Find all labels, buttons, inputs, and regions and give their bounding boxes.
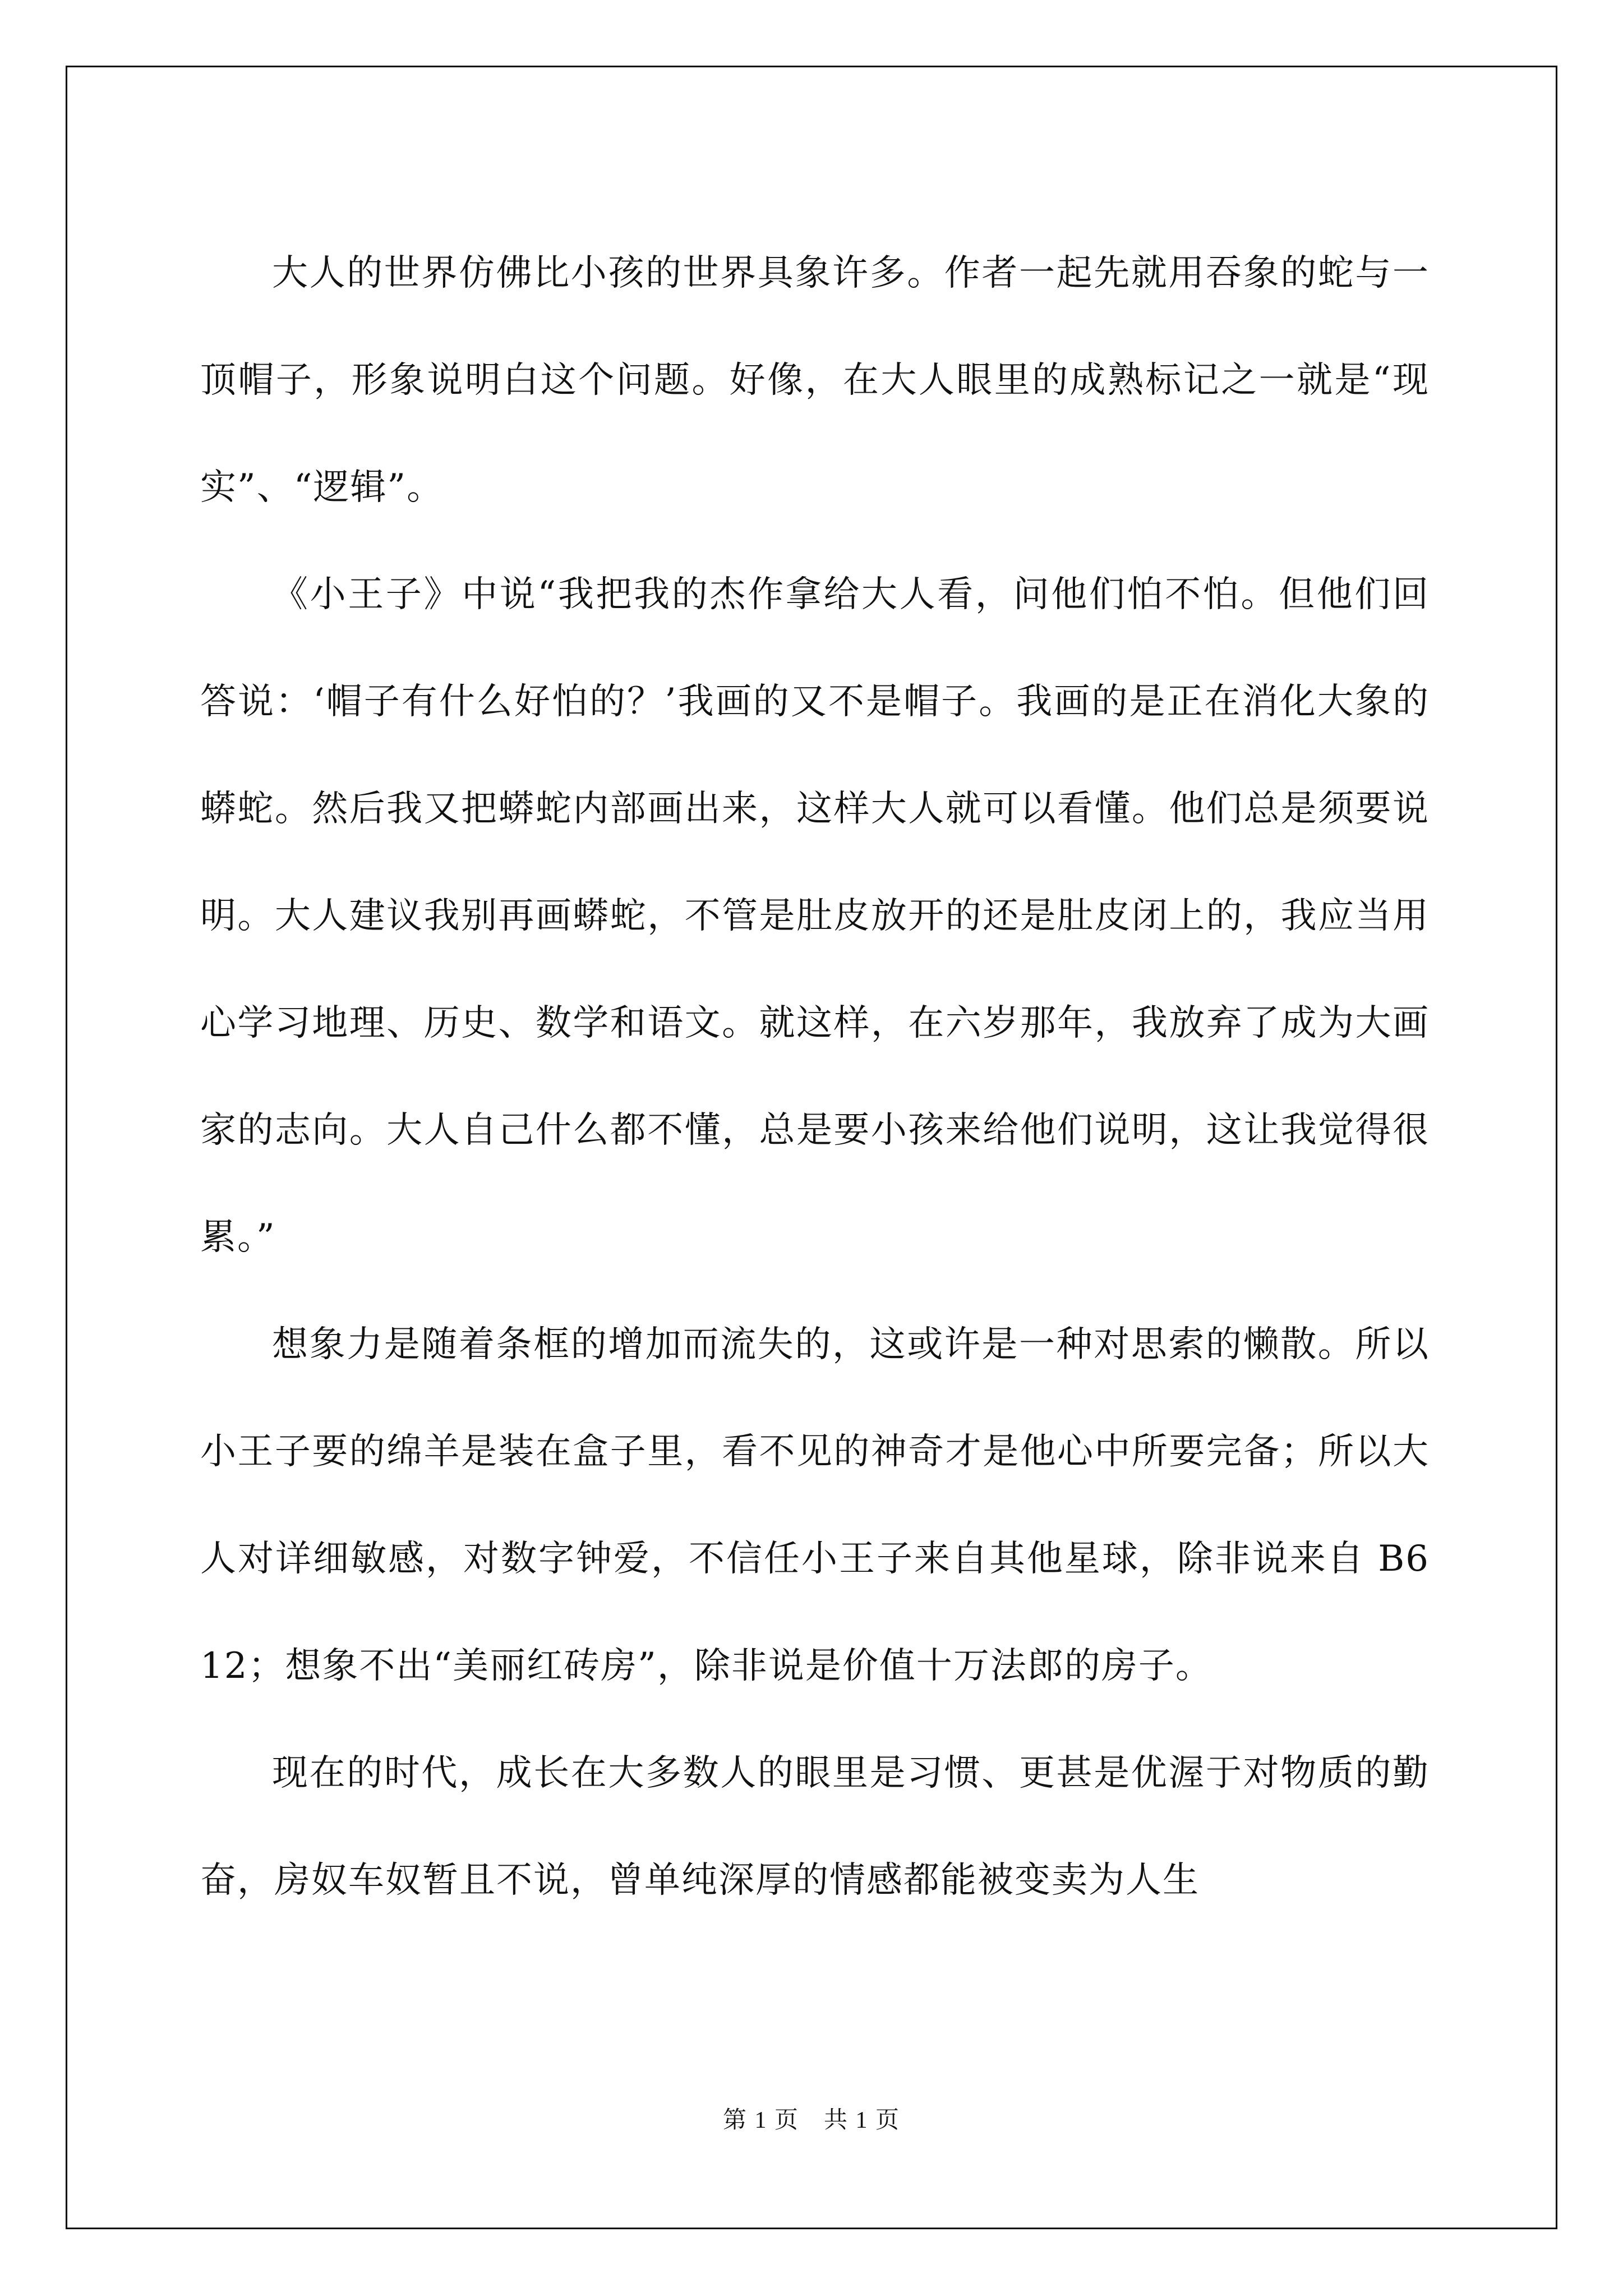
paragraph-4: 现在的时代，成长在大多数人的眼里是习惯、更甚是优渥于对物质的勤奋，房奴车奴暂且不说，曾单纯深厚的情感都能被变卖为人生 xyxy=(200,1752,1430,1901)
document-body xyxy=(200,220,1430,1934)
paragraph-1: 大人的世界仿佛比小孩的世界具象许多。作者一起先就用吞象的蛇与一顶帽子，形象说明白这个问题。好像，在大人眼里的成熟标记之一就是“现实”、“逻辑”。 xyxy=(200,252,1430,508)
paragraph-2: 《小王子》中说“我把我的杰作拿给大人看，问他们怕不怕。但他们回答说：‘帽子有什么好怕的？’我画的又不是帽子。我画的是正在消化大象的蟒蛇。然后我又把蟒蛇内部画出来，这样大人就可以看懂。他们总是须要说明。大人建议我别再画蟒蛇，不管是肚皮放开的还是肚皮闭上的，我应当用心学习地理、历史、数学和语文。就这样，在六岁那年，我放弃了成为大画家的志向。大人自己什么都不懂，总是要小孩来给他们说明，这让我觉得很累。” xyxy=(200,574,1430,1258)
paragraph-3: 想象力是随着条框的增加而流失的，这或许是一种对思索的懒散。所以小王子要的绵羊是装在盒子里，看不见的神奇才是他心中所要完备；所以大人对详细敏感，对数字钟爱，不信任小王子来自其他星球，除非说来自 B612；想象不出“美丽红砖房”，除非说是价值十万法郎的房子。 xyxy=(200,1324,1430,1687)
page-number-footer: 第 1 页 共 1 页 xyxy=(722,2108,900,2133)
